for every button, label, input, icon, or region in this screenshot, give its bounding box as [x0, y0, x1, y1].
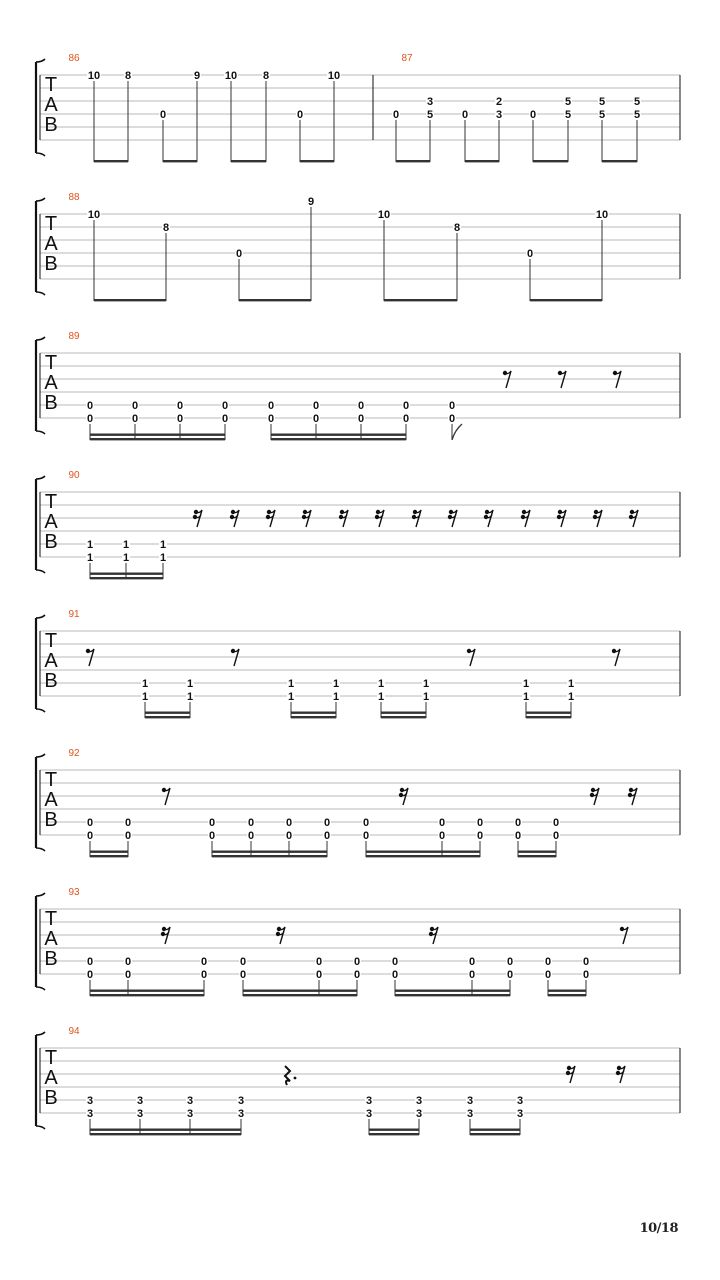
note-flag — [452, 424, 462, 440]
fret-number: 1 — [287, 691, 295, 703]
fret-number: 0 — [357, 413, 365, 425]
beam-secondary — [90, 990, 204, 992]
fret-number: 5 — [426, 109, 434, 121]
fret-number: 0 — [323, 817, 331, 829]
fret-number: 5 — [598, 96, 606, 108]
fret-number: 3 — [186, 1108, 194, 1120]
fret-number: 0 — [86, 817, 94, 829]
tab-clef-letter: B — [44, 948, 58, 970]
tab-clef-letter: T — [44, 908, 58, 930]
fret-number: 0 — [529, 109, 537, 121]
beam — [470, 1133, 520, 1135]
bracket-bottom — [36, 292, 45, 295]
fret-number: 1 — [141, 678, 149, 690]
fret-number: 3 — [86, 1108, 94, 1120]
fret-number: 0 — [353, 969, 361, 981]
fret-number: 1 — [287, 678, 295, 690]
fret-number: 5 — [633, 109, 641, 121]
fret-number: 0 — [312, 413, 320, 425]
beam-secondary — [243, 990, 357, 992]
beam-secondary — [470, 1129, 520, 1131]
fret-number: 10 — [224, 70, 238, 82]
fret-number: 0 — [176, 413, 184, 425]
fret-number: 0 — [221, 413, 229, 425]
tab-clef-letter: A — [44, 928, 58, 950]
fret-number: 1 — [422, 691, 430, 703]
measure-number: 89 — [68, 331, 80, 342]
fret-number: 0 — [312, 400, 320, 412]
bracket-top — [36, 754, 45, 757]
beam-secondary — [145, 712, 190, 714]
tab-clef-letter: A — [44, 789, 58, 811]
fret-number: 1 — [332, 678, 340, 690]
beam-secondary — [271, 434, 406, 436]
fret-number: 5 — [564, 96, 572, 108]
beam — [366, 855, 480, 857]
fret-number: 10 — [327, 70, 341, 82]
beam — [548, 994, 586, 996]
tab-clef-letter: B — [44, 392, 58, 414]
tab-clef-letter: B — [44, 531, 58, 553]
fret-number: 0 — [514, 817, 522, 829]
fret-number: 3 — [86, 1095, 94, 1107]
fret-number: 0 — [544, 969, 552, 981]
measure-number: 86 — [68, 53, 80, 64]
tab-clef-letter: B — [44, 253, 58, 275]
fret-number: 0 — [131, 413, 139, 425]
fret-number: 0 — [362, 830, 370, 842]
tab-clef-letter: T — [44, 213, 58, 235]
bracket-top — [36, 337, 45, 340]
beam — [465, 160, 499, 162]
measure-number: 91 — [68, 609, 80, 620]
fret-number: 1 — [377, 678, 385, 690]
tab-clef-letter: A — [44, 511, 58, 533]
tab-clef-letter: A — [44, 1067, 58, 1089]
fret-number: 0 — [582, 956, 590, 968]
fret-number: 0 — [357, 400, 365, 412]
fret-number: 0 — [448, 413, 456, 425]
fret-number: 0 — [208, 817, 216, 829]
fret-number: 0 — [235, 248, 243, 260]
fret-number: 3 — [365, 1095, 373, 1107]
fret-number: 3 — [415, 1095, 423, 1107]
beam-secondary — [90, 434, 225, 436]
fret-number: 3 — [136, 1108, 144, 1120]
fret-number: 0 — [159, 109, 167, 121]
fret-number: 1 — [159, 539, 167, 551]
fret-number: 0 — [247, 830, 255, 842]
fret-number: 5 — [564, 109, 572, 121]
fret-number: 3 — [186, 1095, 194, 1107]
beam — [90, 994, 204, 996]
fret-number: 3 — [415, 1108, 423, 1120]
tab-clef-letter: B — [44, 114, 58, 136]
fret-number: 1 — [86, 539, 94, 551]
fret-number: 0 — [526, 248, 534, 260]
quarter-dotted-rest — [285, 1066, 296, 1085]
fret-number: 1 — [141, 691, 149, 703]
fret-number: 0 — [315, 969, 323, 981]
fret-number: 1 — [186, 691, 194, 703]
fret-number: 0 — [476, 830, 484, 842]
bracket-bottom — [36, 153, 45, 156]
beam — [526, 716, 571, 718]
beam — [395, 994, 510, 996]
measure-number: 92 — [68, 748, 80, 759]
fret-number: 3 — [466, 1095, 474, 1107]
tab-clef-letter: T — [44, 630, 58, 652]
fret-number: 3 — [516, 1095, 524, 1107]
fret-number: 0 — [124, 969, 132, 981]
fret-number: 0 — [296, 109, 304, 121]
fret-number: 0 — [208, 830, 216, 842]
beam-secondary — [395, 990, 510, 992]
fret-number: 0 — [221, 400, 229, 412]
fret-number: 0 — [552, 817, 560, 829]
fret-number: 0 — [124, 830, 132, 842]
tab-clef-letter: A — [44, 650, 58, 672]
measure-number: 93 — [68, 887, 80, 898]
beam-secondary — [90, 851, 128, 853]
beam — [602, 160, 637, 162]
fret-number: 3 — [426, 96, 434, 108]
fret-number: 3 — [237, 1095, 245, 1107]
beam — [90, 438, 225, 440]
fret-number: 2 — [495, 96, 503, 108]
fret-number: 3 — [365, 1108, 373, 1120]
fret-number: 1 — [567, 691, 575, 703]
fret-number: 0 — [392, 109, 400, 121]
fret-number: 0 — [239, 956, 247, 968]
fret-number: 1 — [186, 678, 194, 690]
beam — [369, 1133, 419, 1135]
fret-number: 0 — [438, 817, 446, 829]
fret-number: 0 — [514, 830, 522, 842]
beam — [518, 855, 556, 857]
fret-number: 10 — [87, 209, 101, 221]
fret-number: 0 — [506, 969, 514, 981]
fret-number: 0 — [448, 400, 456, 412]
fret-number: 0 — [438, 830, 446, 842]
fret-number: 3 — [136, 1095, 144, 1107]
fret-number: 0 — [131, 400, 139, 412]
beam — [163, 160, 197, 162]
bracket-top — [36, 59, 45, 62]
bracket-bottom — [36, 709, 45, 712]
tab-clef-letter: T — [44, 491, 58, 513]
fret-number: 0 — [544, 956, 552, 968]
fret-number: 0 — [353, 956, 361, 968]
fret-number: 0 — [176, 400, 184, 412]
fret-number: 1 — [377, 691, 385, 703]
tab-clef-letter: T — [44, 1047, 58, 1069]
fret-number: 1 — [422, 678, 430, 690]
fret-number: 10 — [377, 209, 391, 221]
fret-number: 3 — [516, 1108, 524, 1120]
bracket-top — [36, 1032, 45, 1035]
fret-number: 0 — [86, 956, 94, 968]
fret-number: 0 — [323, 830, 331, 842]
fret-number: 0 — [239, 969, 247, 981]
fret-number: 10 — [595, 209, 609, 221]
fret-number: 0 — [200, 956, 208, 968]
fret-number: 0 — [285, 817, 293, 829]
fret-number: 1 — [122, 552, 130, 564]
beam — [300, 160, 334, 162]
tab-clef-letter: A — [44, 94, 58, 116]
bracket-bottom — [36, 1126, 45, 1129]
fret-number: 3 — [466, 1108, 474, 1120]
fret-number: 0 — [402, 400, 410, 412]
fret-number: 1 — [567, 678, 575, 690]
measure-number: 90 — [68, 470, 80, 481]
beam-secondary — [381, 712, 426, 714]
measure-number: 94 — [68, 1026, 80, 1037]
fret-number: 5 — [633, 96, 641, 108]
fret-number: 0 — [124, 817, 132, 829]
beam — [396, 160, 430, 162]
beam — [90, 855, 128, 857]
beam-secondary — [366, 851, 480, 853]
page-number: 10/18 — [639, 1221, 678, 1236]
fret-number: 0 — [476, 817, 484, 829]
fret-number: 0 — [124, 956, 132, 968]
fret-number: 0 — [468, 956, 476, 968]
fret-number: 10 — [87, 70, 101, 82]
fret-number: 0 — [247, 817, 255, 829]
beam — [239, 299, 311, 301]
fret-number: 0 — [461, 109, 469, 121]
fret-number: 0 — [582, 969, 590, 981]
fret-number: 0 — [315, 956, 323, 968]
beam — [384, 299, 457, 301]
bracket-top — [36, 198, 45, 201]
tab-clef-letter: B — [44, 670, 58, 692]
fret-number: 0 — [552, 830, 560, 842]
tab-clef-letter: T — [44, 352, 58, 374]
tab-clef-letter: A — [44, 372, 58, 394]
measure-number: 88 — [68, 192, 80, 203]
fret-number: 0 — [86, 400, 94, 412]
beam — [90, 1133, 241, 1135]
fret-number: 9 — [307, 196, 315, 208]
fret-number: 3 — [495, 109, 503, 121]
tab-clef-letter: T — [44, 74, 58, 96]
beam-secondary — [526, 712, 571, 714]
beam-secondary — [90, 573, 163, 575]
bracket-top — [36, 893, 45, 896]
fret-number: 1 — [522, 691, 530, 703]
fret-number: 0 — [402, 413, 410, 425]
beam-secondary — [90, 1129, 241, 1131]
measure-number: 87 — [401, 53, 413, 64]
beam-secondary — [548, 990, 586, 992]
fret-number: 0 — [267, 400, 275, 412]
fret-number: 0 — [86, 830, 94, 842]
fret-number: 5 — [598, 109, 606, 121]
fret-number: 1 — [159, 552, 167, 564]
fret-number: 8 — [262, 70, 270, 82]
fret-number: 0 — [267, 413, 275, 425]
beam — [533, 160, 568, 162]
fret-number: 1 — [122, 539, 130, 551]
fret-number: 0 — [200, 969, 208, 981]
fret-number: 0 — [285, 830, 293, 842]
beam-secondary — [291, 712, 336, 714]
bracket-bottom — [36, 431, 45, 434]
bracket-bottom — [36, 987, 45, 990]
beam — [243, 994, 357, 996]
beam-secondary — [369, 1129, 419, 1131]
beam — [530, 299, 602, 301]
beam-secondary — [212, 851, 327, 853]
fret-number: 8 — [124, 70, 132, 82]
bracket-top — [36, 615, 45, 618]
fret-number: 0 — [86, 413, 94, 425]
fret-number: 0 — [468, 969, 476, 981]
fret-number: 1 — [522, 678, 530, 690]
beam — [271, 438, 406, 440]
bracket-bottom — [36, 570, 45, 573]
tab-clef-letter: B — [44, 809, 58, 831]
beam-secondary — [518, 851, 556, 853]
fret-number: 0 — [391, 956, 399, 968]
beam — [231, 160, 266, 162]
tab-clef-letter: B — [44, 1087, 58, 1109]
fret-number: 0 — [391, 969, 399, 981]
beam — [94, 299, 166, 301]
beam — [145, 716, 190, 718]
fret-number: 3 — [237, 1108, 245, 1120]
beam — [381, 716, 426, 718]
beam — [291, 716, 336, 718]
fret-number: 0 — [362, 817, 370, 829]
fret-number: 0 — [86, 969, 94, 981]
fret-number: 1 — [86, 552, 94, 564]
fret-number: 0 — [506, 956, 514, 968]
tab-clef-letter: T — [44, 769, 58, 791]
tab-clef-letter: A — [44, 233, 58, 255]
beam — [94, 160, 128, 162]
fret-number: 9 — [193, 70, 201, 82]
beam — [90, 577, 163, 579]
fret-number: 8 — [453, 222, 461, 234]
bracket-top — [36, 476, 45, 479]
bracket-bottom — [36, 848, 45, 851]
beam — [212, 855, 327, 857]
fret-number: 8 — [162, 222, 170, 234]
fret-number: 1 — [332, 691, 340, 703]
